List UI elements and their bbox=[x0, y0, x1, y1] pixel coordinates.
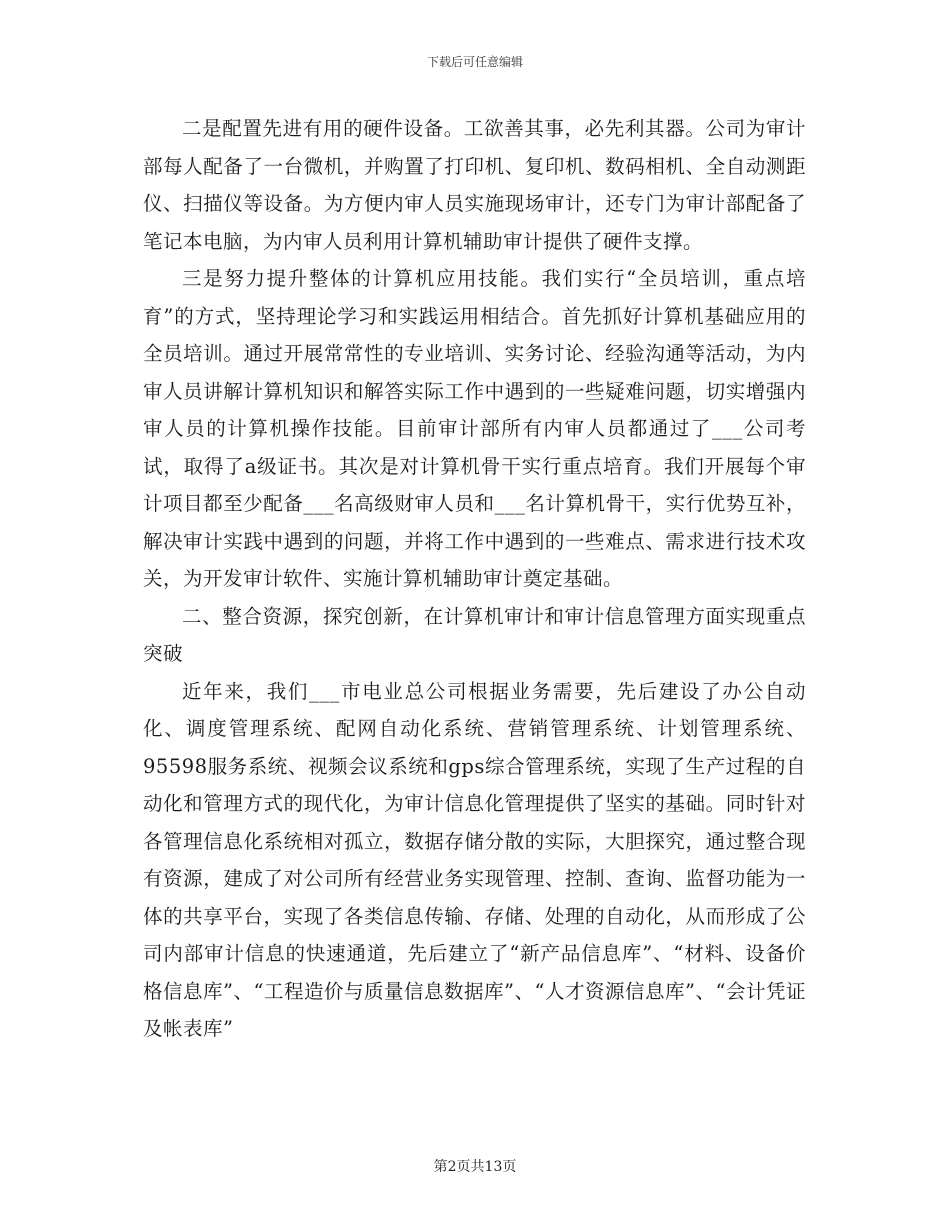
section-heading: 二、整合资源，探究创新，在计算机审计和审计信息管理方面实现重点突破 bbox=[143, 604, 806, 665]
paragraph-hardware: 二是配置先进有用的硬件设备。工欲善其事，必先利其器。公司为审计部每人配备了一台微机，并购置了打印机、复印机、数码相机、全自动测距仪、扫描仪等设备。为方便内审人员实施现场审计，还专门为审计部配备了笔记本电脑，为内审人员利用计算机辅助审计提供了硬件支撑。 bbox=[143, 117, 806, 253]
paragraph-integration: 近年来，我们___市电业总公司根据业务需要，先后建设了办公自动化、调度管理系统、配网自动化系统、营销管理系统、计划管理系统、95598服务系统、视频会议系统和gps综合管理系统，实现了生产过程的自动化和管理方式的现代化，为审计信息化管理提供了坚实的基础。同时针对各管理信息化系统相对孤立，数据存储分散的实际，大胆探究，通过整合现有资源，建成了对公司所有经营业务实现管理、控制、查询、监督功能为一体的共享平台，实现了各类信息传输、存储、处理的自动化，从而形成了公司内部审计信息的快速通道，先后建立了“新产品信息库”、“材料、设备价格信息库”、“工程造价与质量信息数据库”、“人才资源信息库”、“会计凭证及帐表库” bbox=[143, 679, 806, 1040]
document-body bbox=[143, 110, 806, 1048]
page-footer: 第2页共13页 bbox=[433, 1159, 517, 1175]
page-header: 下载后可任意编辑 bbox=[426, 55, 523, 69]
paragraph-skills: 三是努力提升整体的计算机应用技能。我们实行“全员培训，重点培育”的方式，坚持理论学习和实践运用相结合。首先抓好计算机基础应用的全员培训。通过开展常常性的专业培训、实务讨论、经验沟通等活动，为内审人员讲解计算机知识和解答实际工作中遇到的一些疑难问题，切实增强内审人员的计算机操作技能。目前审计部所有内审人员都通过了___公司考试，取得了a级证书。其次是对计算机骨干实行重点培育。我们开展每个审计项目都至少配备___名高级财审人员和___名计算机骨干，实行优势互补，解决审计实践中遇到的问题，并将工作中遇到的一些难点、需求进行技术攻关，为开发审计软件、实施计算机辅助审计奠定基础。 bbox=[143, 267, 806, 590]
